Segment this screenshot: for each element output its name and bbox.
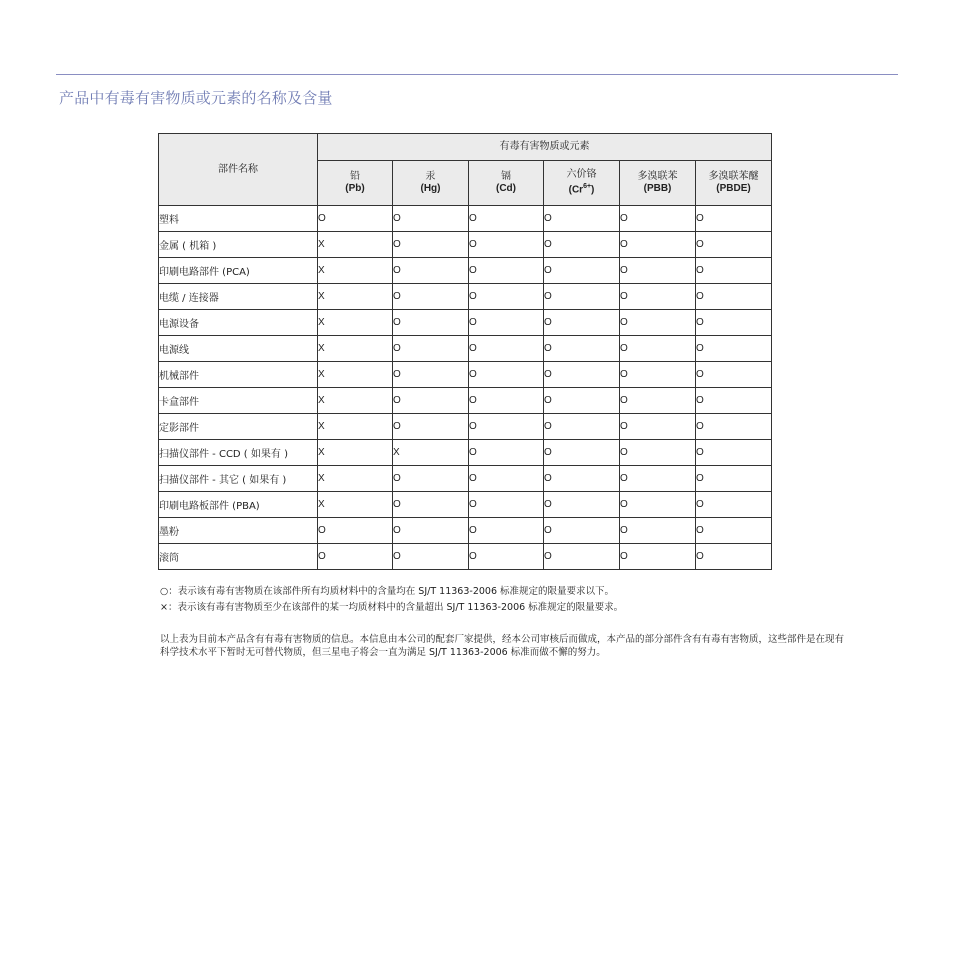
substance-mark: O bbox=[620, 388, 696, 414]
part-name: 定影部件 bbox=[159, 414, 318, 440]
substance-symbol: (Pb) bbox=[345, 183, 365, 194]
substance-symbol: $(Cr^{6+})$ bbox=[568, 183, 595, 196]
page-title: 产品中有毒有害物质或元素的名称及含量 bbox=[59, 89, 333, 107]
substance-mark: O bbox=[544, 258, 620, 284]
part-name: 电源设备 bbox=[159, 310, 318, 336]
substance-symbol: (Cd) bbox=[496, 183, 516, 194]
table-row bbox=[159, 518, 772, 544]
part-name: 印刷电路部件 (PCA) bbox=[159, 258, 318, 284]
substance-name: 镉 bbox=[501, 171, 511, 182]
substance-mark: O bbox=[318, 544, 393, 570]
substance-mark: O bbox=[696, 492, 772, 518]
substance-mark: O bbox=[544, 388, 620, 414]
header-divider bbox=[56, 74, 898, 75]
substance-mark: O bbox=[393, 414, 469, 440]
substance-mark: O bbox=[393, 232, 469, 258]
substance-mark: O bbox=[544, 414, 620, 440]
substance-mark: O bbox=[696, 258, 772, 284]
substance-name: 汞 bbox=[425, 171, 436, 182]
substance-mark: O bbox=[544, 284, 620, 310]
table-row bbox=[159, 440, 772, 466]
substance-mark: X bbox=[318, 362, 393, 388]
substance-mark: O bbox=[620, 492, 696, 518]
substance-mark: O bbox=[469, 206, 544, 232]
substance-mark: O bbox=[544, 466, 620, 492]
substance-mark: X bbox=[318, 388, 393, 414]
substances-group-header: 有毒有害物质或元素 bbox=[318, 134, 772, 161]
part-name: 扫描仪部件 - 其它 ( 如果有 ) bbox=[159, 466, 318, 492]
substance-mark: O bbox=[469, 336, 544, 362]
substance-mark: O bbox=[393, 310, 469, 336]
substance-mark: X bbox=[318, 284, 393, 310]
table-row bbox=[159, 336, 772, 362]
substance-mark: O bbox=[544, 544, 620, 570]
part-name: 塑料 bbox=[159, 206, 318, 232]
substance-mark: O bbox=[696, 466, 772, 492]
note-o: ○：表示该有毒有害物质在该部件所有均质材料中的含量均在 SJ/T 11363-2006 标准规定的限量要求以下。 bbox=[160, 586, 615, 597]
substance-mark: O bbox=[544, 336, 620, 362]
table-row bbox=[159, 206, 772, 232]
substance-mark: X bbox=[318, 466, 393, 492]
parts-header: 部件名称 bbox=[159, 134, 318, 206]
table-body bbox=[159, 206, 772, 570]
substance-mark: O bbox=[620, 362, 696, 388]
substance-mark: O bbox=[696, 336, 772, 362]
substance-mark: O bbox=[696, 388, 772, 414]
substance-mark: X bbox=[318, 492, 393, 518]
substance-mark: O bbox=[696, 232, 772, 258]
substance-symbol: (PBB) bbox=[643, 183, 672, 194]
substance-mark: O bbox=[544, 492, 620, 518]
substance-symbol: (Hg) bbox=[420, 183, 441, 194]
substance-mark: O bbox=[696, 544, 772, 570]
substance-mark: O bbox=[469, 414, 544, 440]
substance-name: 多溴联苯 bbox=[637, 171, 678, 182]
substance-mark: O bbox=[620, 206, 696, 232]
substance-mark: O bbox=[696, 310, 772, 336]
part-name: 墨粉 bbox=[159, 518, 318, 544]
substance-mark: O bbox=[393, 362, 469, 388]
substance-mark: O bbox=[696, 284, 772, 310]
substance-mark: O bbox=[620, 466, 696, 492]
substance-mark: O bbox=[393, 518, 469, 544]
substance-header bbox=[393, 161, 469, 206]
table-row bbox=[159, 414, 772, 440]
substance-header bbox=[544, 161, 620, 206]
substance-mark: O bbox=[620, 544, 696, 570]
table-row bbox=[159, 466, 772, 492]
table-row bbox=[159, 362, 772, 388]
substance-mark: O bbox=[393, 336, 469, 362]
table-row bbox=[159, 284, 772, 310]
part-name: 扫描仪部件 - CCD ( 如果有 ) bbox=[159, 440, 318, 466]
substance-mark: O bbox=[620, 336, 696, 362]
substance-mark: X bbox=[318, 258, 393, 284]
table-row bbox=[159, 544, 772, 570]
substance-header bbox=[469, 161, 544, 206]
substance-mark: O bbox=[544, 310, 620, 336]
substance-name: 多溴联苯醚 bbox=[708, 171, 759, 182]
substance-mark: O bbox=[544, 362, 620, 388]
substance-mark: O bbox=[469, 492, 544, 518]
note-x: ×：表示该有毒有害物质至少在该部件的某一均质材料中的含量超出 SJ/T 11363-2006 标准规定的限量要求。 bbox=[160, 602, 624, 613]
substance-mark: O bbox=[696, 440, 772, 466]
legend-notes bbox=[160, 584, 623, 616]
table-row bbox=[159, 310, 772, 336]
substance-mark: O bbox=[469, 388, 544, 414]
substance-mark: O bbox=[469, 440, 544, 466]
substance-symbol: (PBDE) bbox=[716, 183, 751, 194]
substance-name: 铅 bbox=[350, 171, 360, 182]
substance-mark: O bbox=[544, 440, 620, 466]
substance-mark: O bbox=[469, 258, 544, 284]
substance-mark: O bbox=[393, 388, 469, 414]
substance-mark: O bbox=[469, 232, 544, 258]
substance-mark: O bbox=[469, 466, 544, 492]
substance-mark: O bbox=[469, 310, 544, 336]
substance-mark: O bbox=[393, 258, 469, 284]
substance-name: 六价铬 bbox=[566, 169, 597, 181]
substance-mark: O bbox=[469, 284, 544, 310]
substance-mark: O bbox=[469, 518, 544, 544]
substance-mark: O bbox=[696, 362, 772, 388]
substance-mark: X bbox=[318, 414, 393, 440]
substance-mark: O bbox=[318, 518, 393, 544]
table-row bbox=[159, 388, 772, 414]
substance-mark: X bbox=[318, 310, 393, 336]
substance-mark: O bbox=[620, 518, 696, 544]
substance-mark: O bbox=[620, 258, 696, 284]
part-name: 机械部件 bbox=[159, 362, 318, 388]
substance-mark: O bbox=[393, 544, 469, 570]
part-name: 印刷电路板部件 (PBA) bbox=[159, 492, 318, 518]
substance-mark: O bbox=[696, 518, 772, 544]
part-name: 金属 ( 机箱 ) bbox=[159, 232, 318, 258]
substance-mark: O bbox=[544, 518, 620, 544]
substance-mark: O bbox=[620, 440, 696, 466]
substance-mark: O bbox=[620, 414, 696, 440]
substance-mark: O bbox=[393, 466, 469, 492]
substance-header bbox=[318, 161, 393, 206]
table-row bbox=[159, 258, 772, 284]
superscript: 6+ bbox=[583, 183, 592, 191]
part-name: 卡盒部件 bbox=[159, 388, 318, 414]
substance-mark: O bbox=[544, 206, 620, 232]
substance-mark: X bbox=[318, 232, 393, 258]
table-row bbox=[159, 232, 772, 258]
substance-header bbox=[620, 161, 696, 206]
substance-mark: O bbox=[318, 206, 393, 232]
table-row bbox=[159, 492, 772, 518]
substance-mark: O bbox=[620, 284, 696, 310]
part-name: 电源线 bbox=[159, 336, 318, 362]
substance-header bbox=[696, 161, 772, 206]
substance-mark: O bbox=[393, 492, 469, 518]
substance-mark: O bbox=[544, 232, 620, 258]
substance-mark: O bbox=[469, 544, 544, 570]
substance-mark: O bbox=[696, 414, 772, 440]
substance-mark: O bbox=[469, 362, 544, 388]
footer-paragraph: 以上表为目前本产品含有有毒有害物质的信息。本信息由本公司的配套厂家提供，经本公司审核后而做成，本产品的部分部件含有有毒有害物质，这些部件是在现有科学技术水平下暂时无可替代物质，但三星电子将会一直为满足 SJ/T 11363-2006 标准而做不懈的努力。 bbox=[160, 634, 845, 658]
substance-mark: O bbox=[393, 284, 469, 310]
substance-mark: X bbox=[318, 440, 393, 466]
substance-mark: X bbox=[318, 336, 393, 362]
substance-mark: X bbox=[393, 440, 469, 466]
substance-mark: O bbox=[620, 232, 696, 258]
part-name: 电缆 / 连接器 bbox=[159, 284, 318, 310]
substance-mark: O bbox=[696, 206, 772, 232]
hazardous-substances-table bbox=[158, 133, 772, 570]
substance-mark: O bbox=[620, 310, 696, 336]
part-name: 滚筒 bbox=[159, 544, 318, 570]
substance-mark: O bbox=[393, 206, 469, 232]
